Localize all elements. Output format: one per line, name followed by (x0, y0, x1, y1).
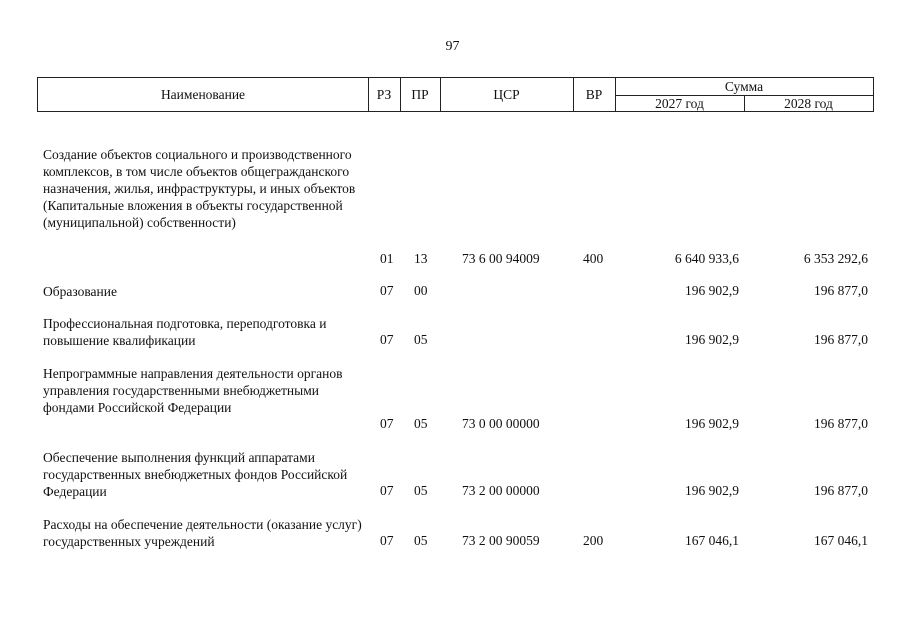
row-sum-2027: 196 902,9 (685, 332, 739, 347)
row-pr: 13 (414, 251, 428, 266)
header-rz: РЗ (376, 86, 392, 102)
header-csr: ЦСР (493, 86, 520, 102)
row-vr: 200 (583, 533, 604, 548)
header-vr: ВР (585, 86, 603, 102)
row-pr: 05 (414, 483, 428, 498)
row-sum-2027: 167 046,1 (685, 533, 739, 548)
row-name: Непрограммные направления деятельности органов управления государственными внебюджетными фондами Российской Федерации (43, 366, 343, 415)
row-csr: 73 2 00 90059 (462, 533, 540, 548)
header-year-2027: 2027 год (655, 95, 704, 111)
row-rz: 01 (380, 251, 394, 266)
row-sum-2027: 6 640 933,6 (674, 251, 739, 266)
row-rz: 07 (380, 533, 394, 548)
row-sum-2028: 196 877,0 (814, 483, 868, 498)
header-year-2028: 2028 год (784, 95, 833, 111)
row-csr: 73 0 00 00000 (462, 416, 540, 431)
row-name: Обеспечение выполнения функций аппаратами государственных внебюджетных фондов Российской Федерации (43, 450, 348, 499)
row-csr: 73 6 00 94009 (462, 251, 540, 266)
row-sum-2027: 196 902,9 (685, 483, 739, 498)
row-sum-2028: 196 877,0 (814, 283, 868, 298)
row-sum-2027: 196 902,9 (685, 283, 739, 298)
table-header (37, 77, 874, 112)
row-pr: 00 (414, 283, 428, 298)
row-name: Профессиональная подготовка, переподготовка и повышение квалификации (43, 316, 327, 348)
row-rz: 07 (380, 416, 394, 431)
header-pr: ПР (411, 86, 429, 102)
row-rz: 07 (380, 483, 394, 498)
row-pr: 05 (414, 416, 428, 431)
row-csr: 73 2 00 00000 (462, 483, 540, 498)
row-rz: 07 (380, 283, 394, 298)
row-sum-2028: 167 046,1 (814, 533, 868, 548)
header-sum: Сумма (724, 78, 764, 94)
header-name: Наименование (160, 86, 246, 102)
row-name: Образование (43, 284, 117, 299)
row-pr: 05 (414, 332, 428, 347)
row-pr: 05 (414, 533, 428, 548)
row-name: Расходы на обеспечение деятельности (оказание услуг) государственных учреждений (43, 517, 362, 549)
row-sum-2028: 6 353 292,6 (803, 251, 868, 266)
row-rz: 07 (380, 332, 394, 347)
row-sum-2027: 196 902,9 (685, 416, 739, 431)
page-number: 97 (445, 39, 460, 54)
row-sum-2028: 196 877,0 (814, 332, 868, 347)
row-sum-2028: 196 877,0 (814, 416, 868, 431)
row-name: Создание объектов социального и производственного комплексов, в том числе объектов общегражданского назначения, жилья, инфраструктуры, и иных объектов (Капитальные вложения в объекты государственной (муниципальной) собственности) (43, 147, 356, 230)
row-vr: 400 (583, 251, 604, 266)
